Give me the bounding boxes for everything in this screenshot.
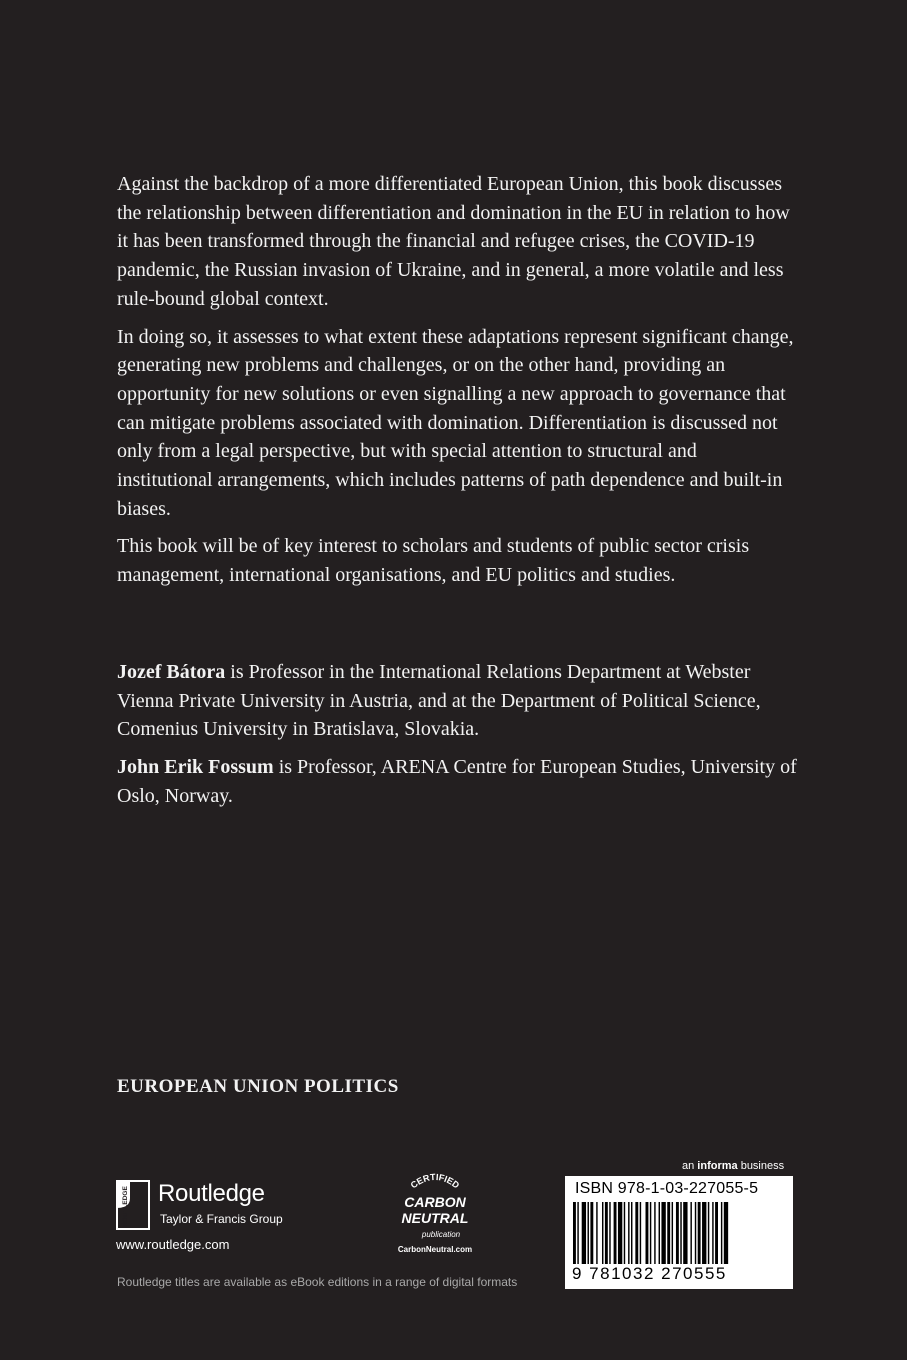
routledge-logo-icon (116, 1180, 150, 1230)
barcode-bar (712, 1202, 713, 1264)
author-bio-text: is Professor, ARENA Centre for European Studies, University of Oslo, Norway. (117, 756, 797, 807)
publisher-group: Taylor & Francis Group (160, 1212, 283, 1226)
description-paragraph: This book will be of key interest to scholars and students of public sector crisis management, international organisations, and EU politics and studies. (117, 535, 750, 587)
barcode-bar (614, 1202, 617, 1264)
barcode-bar (661, 1202, 665, 1264)
author-name: Jozef Bátora (117, 661, 226, 683)
barcode-bar (659, 1202, 660, 1264)
barcode-bar (582, 1202, 586, 1264)
barcode-bar (588, 1202, 589, 1264)
barcode-bar (646, 1202, 649, 1264)
series-title: EUROPEAN UNION POLITICS (117, 1076, 399, 1097)
isbn-barcode (565, 1176, 793, 1289)
barcode-digits: 9 781032 270555 (572, 1264, 727, 1283)
author-bio (117, 753, 797, 810)
barcode-bar (631, 1202, 632, 1264)
barcode-bar (672, 1202, 673, 1264)
barcode-bar (708, 1202, 709, 1264)
author-bios (117, 658, 797, 820)
barcode-bar (667, 1202, 670, 1264)
barcode-bar (609, 1202, 610, 1264)
barcode-bar (702, 1202, 706, 1264)
barcode-bar (605, 1202, 608, 1264)
barcode-bar (624, 1202, 625, 1264)
description-paragraph: Against the backdrop of a more differentiated European Union, this book discusses the relationship between differentiation and domination in the EU in relation to how it has been transformed through the financial and refugee crises, the COVID-19 pandemic, the Russian invasion of Ukraine, and in general, a more volatile and less rule-bound global context. (117, 173, 790, 310)
neutral-word: NEUTRAL (401, 1210, 469, 1226)
barcode-bar (573, 1202, 576, 1264)
publisher-name: Routledge (158, 1180, 265, 1207)
barcode-bar (618, 1202, 622, 1264)
barcode-bar (680, 1202, 681, 1264)
barcode-bar (577, 1202, 578, 1264)
author-bio (117, 658, 797, 744)
barcode-bar (715, 1202, 718, 1264)
barcode-bar (698, 1202, 701, 1264)
informa-prefix: an (682, 1160, 698, 1172)
informa-brand: informa (697, 1160, 738, 1172)
barcode-bar (654, 1202, 655, 1264)
barcode-bar (640, 1202, 641, 1264)
barcode-bar (690, 1202, 691, 1264)
barcode-bar (650, 1202, 651, 1264)
isbn-label: ISBN 978-1-03-227055-5 (575, 1180, 759, 1197)
routledge-logo-text: ROUTLEDGE (122, 1186, 129, 1227)
barcode-bar (721, 1202, 722, 1264)
carbon-certified-text: CERTIFIED (408, 1171, 462, 1191)
ebook-note: Routledge titles are available as eBook editions in a range of digital formats (117, 1275, 518, 1289)
author-bio-text: is Professor in the International Relations Department at Webster Vienna Private University in Austria, and at the Department of Political Science, Comenius University in Bratislava, Slovakia. (117, 661, 761, 741)
publisher-website: www.routledge.com (116, 1237, 230, 1252)
carbon-publication-text: publication (421, 1230, 461, 1239)
barcode-bar (628, 1202, 629, 1264)
informa-suffix: business (737, 1160, 785, 1172)
carbon-word: CARBON (404, 1194, 466, 1210)
barcode-bar (596, 1202, 597, 1264)
author-name: John Erik Fossum (117, 756, 274, 779)
book-description (117, 170, 797, 599)
barcode-bars-icon (573, 1202, 785, 1264)
carbon-site-text: CarbonNeutral.com (397, 1245, 473, 1254)
barcode-bar (676, 1202, 679, 1264)
svg-text:CERTIFIED (409, 1172, 462, 1191)
carbon-neutral-badge-icon (385, 1165, 485, 1260)
barcode-bar (695, 1202, 696, 1264)
informa-tagline (682, 1160, 784, 1172)
barcode-bar (590, 1202, 593, 1264)
barcode-bar (683, 1202, 687, 1264)
description-paragraph: In doing so, it assesses to what extent these adaptations represent significant change, generating new problems and challenges, or on the other hand, providing an opportunity for new solutions or even signalling a new approach to governance that can mitigate problems associated with domination. Differentiation is discussed not only from a legal perspective, but with special attention to structural and institutional arrangements, which includes patterns of path dependence and built-in biases. (117, 325, 794, 520)
barcode-bar (635, 1202, 638, 1264)
barcode-bar (724, 1202, 728, 1264)
barcode-bar (602, 1202, 603, 1264)
